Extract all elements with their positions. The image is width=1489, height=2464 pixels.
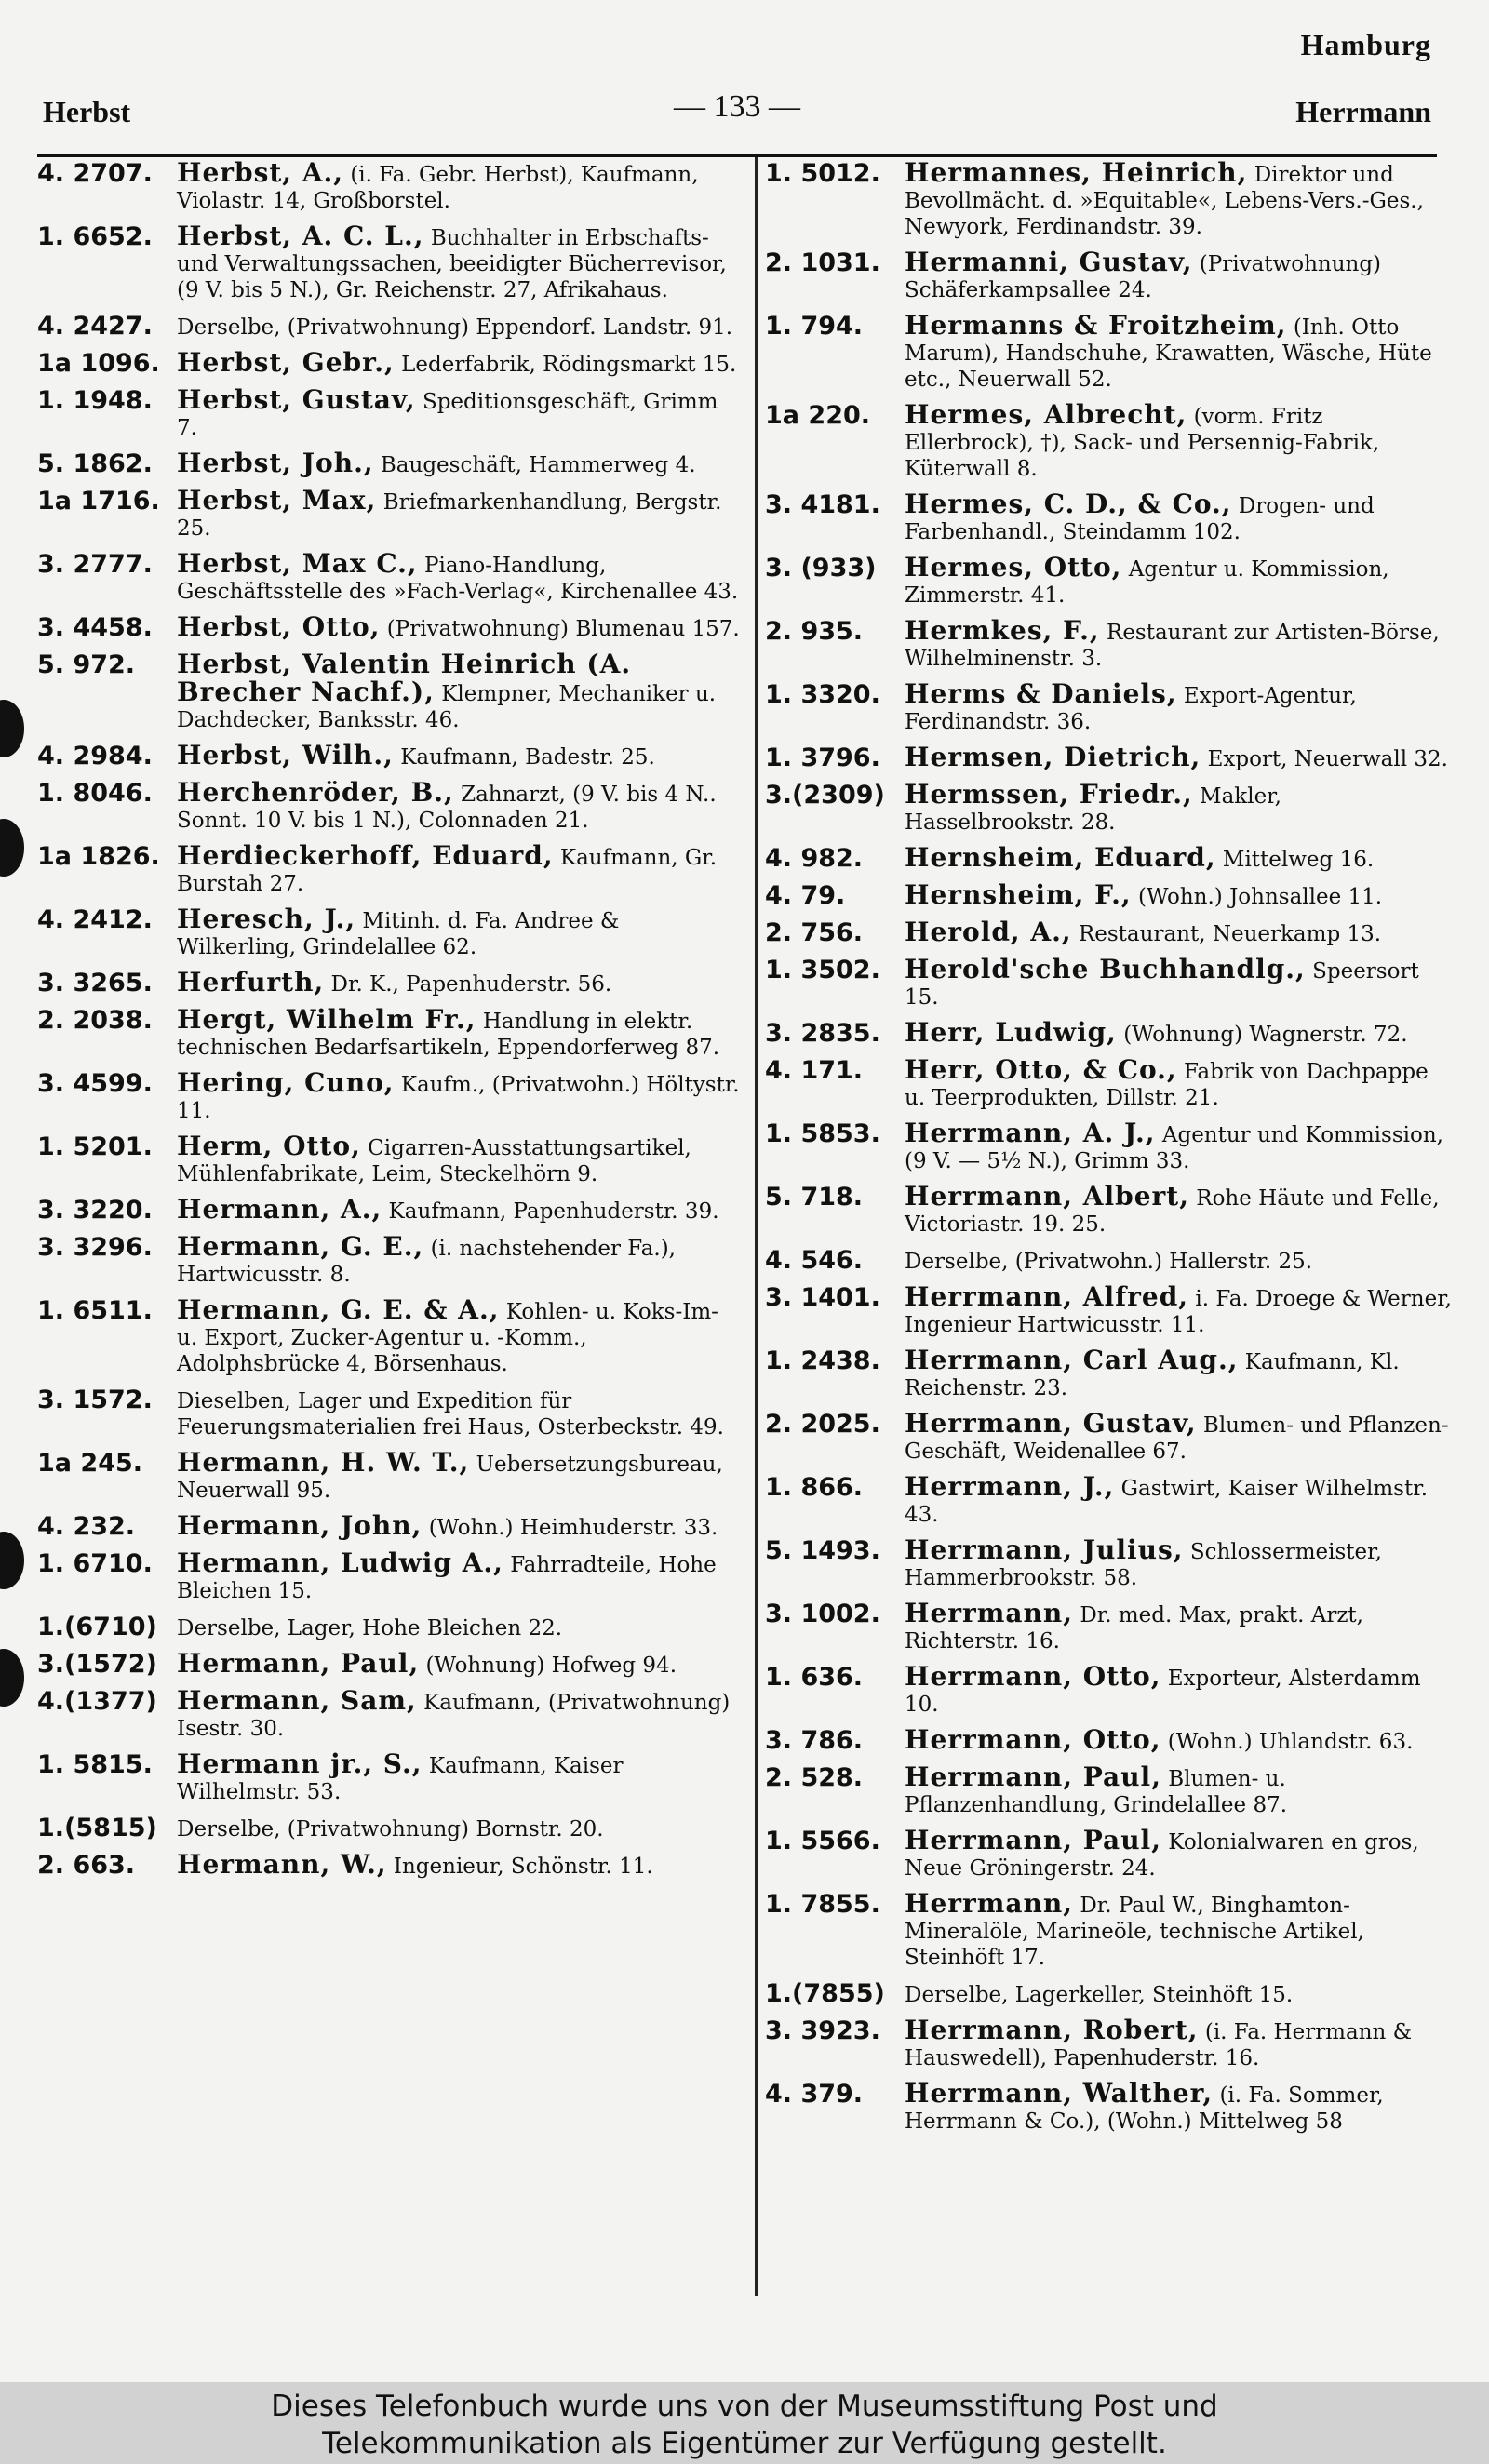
subscriber-details: Rohe Häute und Felle, Victoriastr. 19. 25. (905, 1186, 1440, 1237)
subscriber-details: (i. Fa. Herrmann & Hauswedell), Papenhuderstr. 16. (905, 2020, 1413, 2070)
phone-number: 4. 379. (765, 2080, 864, 2109)
directory-entry (37, 1748, 743, 1805)
directory-entry (37, 611, 743, 642)
subscriber-details: Derselbe, (Privatwohnung) Eppendorf. Landstr. 91. (177, 315, 733, 340)
subscriber-name: Hermann, Ludwig A., (177, 1547, 503, 1578)
subscriber-details: Kaufmann, (Privatwohnung) Isestr. 30. (177, 1691, 731, 1741)
subscriber-name: Herrmann, Gustav, (905, 1408, 1197, 1439)
subscriber-details: Baugeschäft, Hammerweg 4. (380, 453, 696, 477)
phone-number: 3. 4458. (37, 613, 153, 642)
phone-number: 3. 1401. (765, 1283, 880, 1312)
subscriber-details: Kaufmann, Badestr. 25. (400, 745, 655, 770)
subscriber-details: Makler, Hasselbrookstr. 28. (905, 784, 1281, 835)
binding-hole (0, 700, 24, 757)
phone-number: 1. 794. (765, 312, 864, 341)
directory-entry (765, 157, 1455, 240)
directory-entry (765, 249, 1455, 303)
phone-number: 3. 3296. (37, 1233, 153, 1262)
phone-number: 1. 3796. (765, 743, 880, 772)
directory-entry (765, 310, 1455, 393)
subscriber-details: Kohlen- u. Koks-Im- u. Export, Zucker-Agentur u. -Komm., Adolphsbrücke 4, Börsenhaus. (177, 1300, 718, 1376)
phone-number: 1. 5853. (765, 1119, 880, 1148)
subscriber-details: (Privatwohnung) Blumenau 157. (386, 617, 740, 641)
phone-number: 5. 1493. (765, 1536, 880, 1565)
subscriber-name: Hermsen, Dietrich, (905, 742, 1201, 772)
directory-entry (765, 1017, 1455, 1048)
binding-hole (0, 819, 24, 877)
subscriber-name: Hernsheim, F., (905, 879, 1132, 910)
phone-number: 5. 1862. (37, 449, 153, 478)
subscriber-name: Herbst, Gebr., (177, 347, 395, 378)
subscriber-name: Hernsheim, Eduard, (905, 842, 1216, 873)
phone-number: 1a 1096. (37, 349, 160, 378)
phone-number: 3. 4599. (37, 1069, 153, 1098)
directory-entry (765, 399, 1455, 482)
phone-number: 2. 756. (765, 918, 864, 947)
directory-entry (765, 1181, 1455, 1238)
directory-entry (37, 1447, 743, 1504)
phone-number: 2. 2038. (37, 1006, 153, 1035)
subscriber-name: Herchenröder, B., (177, 777, 454, 808)
subscriber-details: Dieselben, Lager und Expedition für Feuerungsmaterialien frei Haus, Osterbeckstr. 49. (177, 1389, 724, 1440)
subscriber-details: Export-Agentur, Ferdinandstr. 36. (905, 684, 1357, 734)
phone-number: 3. 3220. (37, 1196, 153, 1225)
directory-entry (765, 678, 1455, 735)
subscriber-name: Hermann, A., (177, 1194, 382, 1225)
phone-number: 1. 7855. (765, 1890, 880, 1919)
subscriber-details: (Wohn.) Uhlandstr. 63. (1167, 1730, 1414, 1754)
phone-number: 3.(1572) (37, 1650, 157, 1679)
phone-number: 1.(6710) (37, 1613, 157, 1641)
directory-entry (37, 777, 743, 834)
page-header (43, 89, 1431, 130)
directory-entry (37, 1815, 743, 1842)
phone-number: 4. 2984. (37, 742, 153, 770)
phone-number: 3. 786. (765, 1726, 864, 1755)
directory-entry (765, 1281, 1455, 1338)
subscriber-name: Hermssen, Friedr., (905, 779, 1193, 810)
subscriber-details: (Wohnung) Wagnerstr. 72. (1123, 1023, 1408, 1047)
phone-number: 1. 5201. (37, 1132, 153, 1161)
subscriber-details: Fahrradteile, Hohe Bleichen 15. (177, 1553, 717, 1603)
subscriber-details: Exporteur, Alsterdamm 10. (905, 1667, 1421, 1717)
subscriber-details: Kaufm., (Privatwohn.) Höltystr. 11. (177, 1073, 740, 1123)
phone-number: 2. 1031. (765, 248, 880, 277)
phone-number: 4. 546. (765, 1246, 864, 1275)
subscriber-name: Herbst, Max C., (177, 548, 418, 579)
subscriber-name: Herm, Otto, (177, 1131, 361, 1161)
phone-number: 1. 636. (765, 1663, 864, 1692)
subscriber-name: Herrmann, Carl Aug., (905, 1345, 1239, 1375)
subscriber-name: Herbst, Joh., (177, 448, 374, 478)
subscriber-details: Uebersetzungsbureau, Neuerwall 95. (177, 1453, 723, 1503)
right-column (765, 157, 1455, 2144)
phone-number: 3. 4181. (765, 490, 880, 519)
subscriber-name: Herrmann, J., (905, 1471, 1115, 1502)
directory-entry (37, 967, 743, 998)
subscriber-details: Speditionsgeschäft, Grimm 7. (177, 390, 718, 440)
phone-number: 1. 8046. (37, 779, 153, 808)
directory-entry (765, 879, 1455, 910)
page-number: — 133 — (674, 89, 800, 124)
subscriber-details: Derselbe, Lager, Hohe Bleichen 22. (177, 1616, 563, 1640)
directory-entry (765, 552, 1455, 609)
subscriber-name: Hermkes, F., (905, 615, 1100, 646)
subscriber-details: Zahnarzt, (9 V. bis 4 N.. Sonnt. 10 V. bis 1 N.), Colonnaden 21. (177, 783, 717, 833)
subscriber-name: Herrmann, A. J., (905, 1118, 1156, 1148)
subscriber-details: (i. Fa. Gebr. Herbst), Kaufmann, Violastr. 14, Großborstel. (177, 163, 699, 213)
subscriber-details: Speersort 15. (905, 959, 1419, 1010)
directory-entry (765, 615, 1455, 672)
directory-entry (37, 384, 743, 441)
directory-entry (765, 2078, 1455, 2135)
subscriber-name: Hermann, G. E. & A., (177, 1294, 500, 1325)
phone-number: 3. (933) (765, 554, 877, 583)
subscriber-details: Restaurant zur Artisten-Börse, Wilhelminenstr. 3. (905, 621, 1440, 671)
subscriber-details: (i. Fa. Sommer, Herrmann & Co.), (Wohn.) Mittelweg 58 (905, 2083, 1384, 2134)
phone-number: 1.(7855) (765, 1979, 885, 2008)
subscriber-name: Hermann jr., S., (177, 1748, 423, 1779)
column-divider (755, 157, 758, 2296)
subscriber-details: Blumen- u. Pflanzenhandlung, Grindelallee 87. (905, 1767, 1288, 1817)
left-column (37, 157, 743, 1889)
binding-hole (0, 1532, 24, 1589)
phone-number: 1a 1826. (37, 842, 160, 871)
phone-number: 4. 982. (765, 844, 864, 873)
phone-number: 1a 1716. (37, 487, 160, 516)
directory-entry (37, 1004, 743, 1061)
directory-entry (37, 740, 743, 770)
phone-number: 1a 245. (37, 1449, 143, 1478)
subscriber-name: Hermann, Sam, (177, 1685, 417, 1716)
subscriber-details: Restaurant, Neuerkamp 13. (1078, 922, 1382, 946)
directory-entry (37, 313, 743, 341)
subscriber-details: Ingenieur, Schönstr. 11. (393, 1855, 653, 1879)
phone-number: 3. 1572. (37, 1386, 153, 1414)
subscriber-name: Herrmann, Alfred, (905, 1281, 1189, 1312)
subscriber-name: Herrmann, Robert, (905, 2015, 1199, 2045)
subscriber-details: Klempner, Mechaniker u. Dachdecker, Banksstr. 46. (177, 682, 717, 732)
subscriber-details: Agentur und Kommission, (9 V. — 5½ N.), Grimm 33. (905, 1123, 1443, 1173)
directory-entry (765, 1054, 1455, 1111)
subscriber-name: Hermes, C. D., & Co., (905, 489, 1232, 519)
subscriber-name: Herbst, Max, (177, 485, 377, 516)
subscriber-name: Herrmann, Paul, (905, 1825, 1161, 1855)
subscriber-details: Blumen- und Pflanzen-Geschäft, Weidenallee 67. (905, 1413, 1449, 1464)
subscriber-name: Herfurth, (177, 967, 325, 998)
phone-number: 4.(1377) (37, 1687, 157, 1716)
directory-entry (765, 1825, 1455, 1881)
directory-entry (37, 1386, 743, 1440)
phone-number: 1. 6511. (37, 1296, 153, 1325)
phone-number: 3. 3265. (37, 969, 153, 998)
subscriber-name: Herrmann, Otto, (905, 1724, 1161, 1755)
directory-entry (37, 906, 743, 960)
directory-entry (37, 548, 743, 605)
subscriber-name: Herbst, Wilh., (177, 740, 394, 770)
subscriber-details: i. Fa. Droege & Werner, Ingenieur Hartwicusstr. 11. (905, 1287, 1452, 1337)
subscriber-name: Herrmann, Walther, (905, 2078, 1214, 2109)
subscriber-details: Kaufmann, Papenhuderstr. 39. (388, 1199, 719, 1224)
directory-entry (37, 223, 743, 303)
subscriber-name: Herrmann, Otto, (905, 1661, 1161, 1692)
phone-number: 1. 3502. (765, 956, 880, 984)
subscriber-name: Herms & Daniels, (905, 678, 1177, 709)
directory-entry (37, 485, 743, 542)
subscriber-name: Herr, Ludwig, (905, 1017, 1117, 1048)
subscriber-name: Herbst, A. C. L., (177, 221, 424, 251)
left-keyword: Herbst (43, 95, 131, 128)
subscriber-name: Herbst, Otto, (177, 611, 381, 642)
directory-entry (37, 1685, 743, 1742)
phone-number: 1. 1948. (37, 386, 153, 415)
subscriber-name: Hermann, G. E., (177, 1231, 424, 1262)
phone-number: 1. 866. (765, 1473, 864, 1502)
right-keyword: Herrmann (1295, 95, 1431, 128)
footer-line-2: Telekommunikation als Eigentümer zur Verfügung gestellt. (322, 2427, 1167, 2460)
subscriber-name: Hermanni, Gustav, (905, 247, 1193, 277)
directory-entry (765, 744, 1455, 772)
phone-number: 4. 232. (37, 1512, 136, 1541)
directory-entry (37, 347, 743, 378)
phone-number: 2. 2025. (765, 1410, 880, 1439)
subscriber-details: Kaufmann, Gr. Burstah 27. (177, 846, 718, 896)
directory-entry (765, 1600, 1455, 1654)
directory-entry (765, 1247, 1455, 1275)
subscriber-details: Agentur u. Kommission, Zimmerstr. 41. (905, 557, 1389, 608)
directory-entry (765, 1120, 1455, 1174)
subscriber-name: Herrmann, Albert, (905, 1181, 1189, 1212)
phone-number: 3. 2835. (765, 1019, 880, 1048)
phone-number: 1. 5566. (765, 1827, 880, 1855)
phone-number: 1. 6652. (37, 222, 153, 251)
binding-hole (0, 1649, 24, 1707)
directory-entry (765, 1661, 1455, 1718)
phone-number: 1. 3320. (765, 680, 880, 709)
city-heading: Hamburg (1300, 28, 1431, 61)
subscriber-details: (Inh. Otto Marum), Handschuhe, Krawatten, Wäsche, Hüte etc., Neuerwall 52. (905, 315, 1432, 392)
directory-entry (37, 1510, 743, 1541)
directory-entry (37, 840, 743, 897)
subscriber-name: Herdieckerhoff, Eduard, (177, 840, 554, 871)
subscriber-name: Hermann, John, (177, 1510, 423, 1541)
subscriber-details: Derselbe, (Privatwohn.) Hallerstr. 25. (905, 1250, 1313, 1274)
phone-number: 3. 3923. (765, 2016, 880, 2045)
subscriber-details: Dr. K., Papenhuderstr. 56. (330, 972, 612, 997)
subscriber-details: (Wohn.) Johnsallee 11. (1137, 885, 1383, 909)
subscriber-name: Herold, A., (905, 917, 1072, 947)
phone-number: 1. 2438. (765, 1346, 880, 1375)
directory-entry (37, 1133, 743, 1187)
phone-number: 5. 718. (765, 1183, 864, 1212)
subscriber-name: Herrmann, Julius, (905, 1534, 1184, 1565)
subscriber-details: Buchhalter in Erbschafts- und Verwaltungssachen, beeidigter Bücherrevisor, (9 V. bis 5 N.), Gr. Reichenstr. 27, Afrikahaus. (177, 226, 727, 302)
directory-entry (765, 1471, 1455, 1528)
directory-entry (37, 1614, 743, 1641)
subscriber-name: Herold'sche Buchhandlg., (905, 954, 1306, 984)
subscriber-name: Herrmann, Paul, (905, 1761, 1161, 1792)
phone-number: 4. 79. (765, 881, 846, 910)
directory-entry (37, 1648, 743, 1679)
subscriber-details: Briefmarkenhandlung, Bergstr. 25. (177, 490, 722, 541)
phone-number: 4. 171. (765, 1056, 864, 1085)
directory-entry (37, 450, 743, 478)
directory-entry (37, 157, 743, 214)
phone-number: 2. 528. (765, 1763, 864, 1792)
subscriber-details: (Privatwohnung) Schäferkampsallee 24. (905, 252, 1382, 302)
subscriber-details: (vorm. Fritz Ellerbrock), †), Sack- und Persennig-Fabrik, Küterwall 8. (905, 405, 1380, 481)
subscriber-details: Derselbe, (Privatwohnung) Bornstr. 20. (177, 1817, 604, 1841)
subscriber-details: Schlossermeister, Hammerbrookstr. 58. (905, 1540, 1382, 1590)
subscriber-details: (Wohn.) Heimhuderstr. 33. (428, 1516, 718, 1540)
subscriber-details: (Wohnung) Hofweg 94. (425, 1654, 677, 1678)
directory-entry (765, 2017, 1455, 2071)
directory-entry (765, 779, 1455, 836)
subscriber-details: Export, Neuerwall 32. (1207, 747, 1448, 771)
directory-entry (765, 954, 1455, 1011)
phone-number: 1. 6710. (37, 1549, 153, 1578)
subscriber-name: Herrmann, (905, 1598, 1074, 1628)
subscriber-name: Hergt, Wilhelm Fr., (177, 1004, 476, 1035)
subscriber-details: Handlung in elektr. technischen Bedarfsartikeln, Eppendorferweg 87. (177, 1010, 720, 1060)
subscriber-name: Hermes, Albrecht, (905, 399, 1187, 430)
subscriber-details: Dr. med. Max, prakt. Arzt, Richterstr. 16. (905, 1603, 1363, 1654)
subscriber-details: Kaufmann, Kl. Reichenstr. 23. (905, 1350, 1400, 1400)
phone-number: 1. 5012. (765, 159, 880, 188)
footer-line-1: Dieses Telefonbuch wurde uns von der Museumsstiftung Post und (271, 2390, 1218, 2423)
subscriber-name: Hermanns & Froitzheim, (905, 310, 1287, 341)
phone-number: 3.(2309) (765, 781, 885, 810)
directory-entry (765, 919, 1455, 947)
subscriber-details: Gastwirt, Kaiser Wilhelmstr. 43. (905, 1477, 1429, 1527)
subscriber-details: Direktor und Bevollmächt. d. »Equitable«, Lebens-Vers.-Ges., Newyork, Ferdinandstr. 39. (905, 163, 1424, 239)
subscriber-details: Mitinh. d. Fa. Andree & Wilkerling, Grindelallee 62. (177, 909, 620, 959)
directory-entry (765, 1347, 1455, 1401)
subscriber-name: Hermann, H. W. T., (177, 1447, 470, 1478)
subscriber-details: Piano-Handlung, Geschäftsstelle des »Fach-Verlag«, Kirchenallee 43. (177, 554, 739, 604)
directory-entry (765, 1888, 1455, 1971)
directory-entry (37, 1547, 743, 1604)
footer-notice (0, 2382, 1489, 2464)
subscriber-details: Kaufmann, Kaiser Wilhelmstr. 53. (177, 1754, 624, 1804)
directory-entry (37, 1194, 743, 1225)
subscriber-name: Hermes, Otto, (905, 552, 1122, 583)
subscriber-name: Herr, Otto, & Co., (905, 1054, 1177, 1085)
directory-entry (37, 1849, 743, 1880)
subscriber-name: Hermann, W., (177, 1849, 387, 1880)
phone-number: 2. 935. (765, 617, 864, 646)
subscriber-details: Mittelweg 16. (1222, 848, 1375, 872)
subscriber-details: Fabrik von Dachpappe u. Teerprodukten, Dillstr. 21. (905, 1060, 1429, 1110)
subscriber-name: Heresch, J., (177, 904, 356, 934)
phone-number: 1a 220. (765, 401, 871, 430)
subscriber-details: Dr. Paul W., Binghamton-Mineralöle, Marineöle, technische Artikel, Steinhöft 17. (905, 1894, 1364, 1970)
subscriber-details: Derselbe, Lagerkeller, Steinhöft 15. (905, 1983, 1294, 2007)
directory-entry (765, 1408, 1455, 1465)
phone-number: 3. 1002. (765, 1600, 880, 1628)
phone-number: 1.(5815) (37, 1814, 157, 1842)
directory-entry (765, 1534, 1455, 1591)
directory-entry (765, 491, 1455, 545)
subscriber-name: Herbst, Valentin Heinrich (A. Brecher Nachf.), (177, 649, 632, 707)
subscriber-details: Kolonialwaren en gros, Neue Gröningerstr. 24. (905, 1830, 1419, 1881)
phone-number: 2. 663. (37, 1851, 136, 1880)
subscriber-details: Cigarren-Ausstattungsartikel, Mühlenfabrikate, Leim, Steckelhörn 9. (177, 1136, 691, 1186)
subscriber-name: Herbst, A., (177, 157, 344, 188)
subscriber-details: Drogen- und Farbenhandl., Steindamm 102. (905, 494, 1375, 544)
directory-entry (37, 1294, 743, 1377)
subscriber-name: Hermannes, Heinrich, (905, 157, 1248, 188)
subscriber-details: Lederfabrik, Rödingsmarkt 15. (401, 353, 737, 377)
subscriber-details: (i. nachstehender Fa.), Hartwicusstr. 8. (177, 1237, 676, 1287)
phone-number: 4. 2412. (37, 905, 153, 934)
directory-entry (37, 1067, 743, 1124)
subscriber-name: Herbst, Gustav, (177, 384, 416, 415)
phone-number: 4. 2707. (37, 159, 153, 188)
directory-entry (37, 651, 743, 733)
directory-entry (765, 1761, 1455, 1818)
directory-entry (37, 1231, 743, 1288)
phone-number: 5. 972. (37, 650, 136, 679)
phone-number: 4. 2427. (37, 312, 153, 341)
directory-entry (765, 1980, 1455, 2008)
directory-entry (765, 1724, 1455, 1755)
phone-number: 3. 2777. (37, 550, 153, 579)
subscriber-name: Hering, Cuno, (177, 1067, 395, 1098)
directory-entry (765, 842, 1455, 873)
phone-number: 1. 5815. (37, 1750, 153, 1779)
subscriber-name: Hermann, Paul, (177, 1648, 420, 1679)
subscriber-name: Herrmann, (905, 1888, 1074, 1919)
